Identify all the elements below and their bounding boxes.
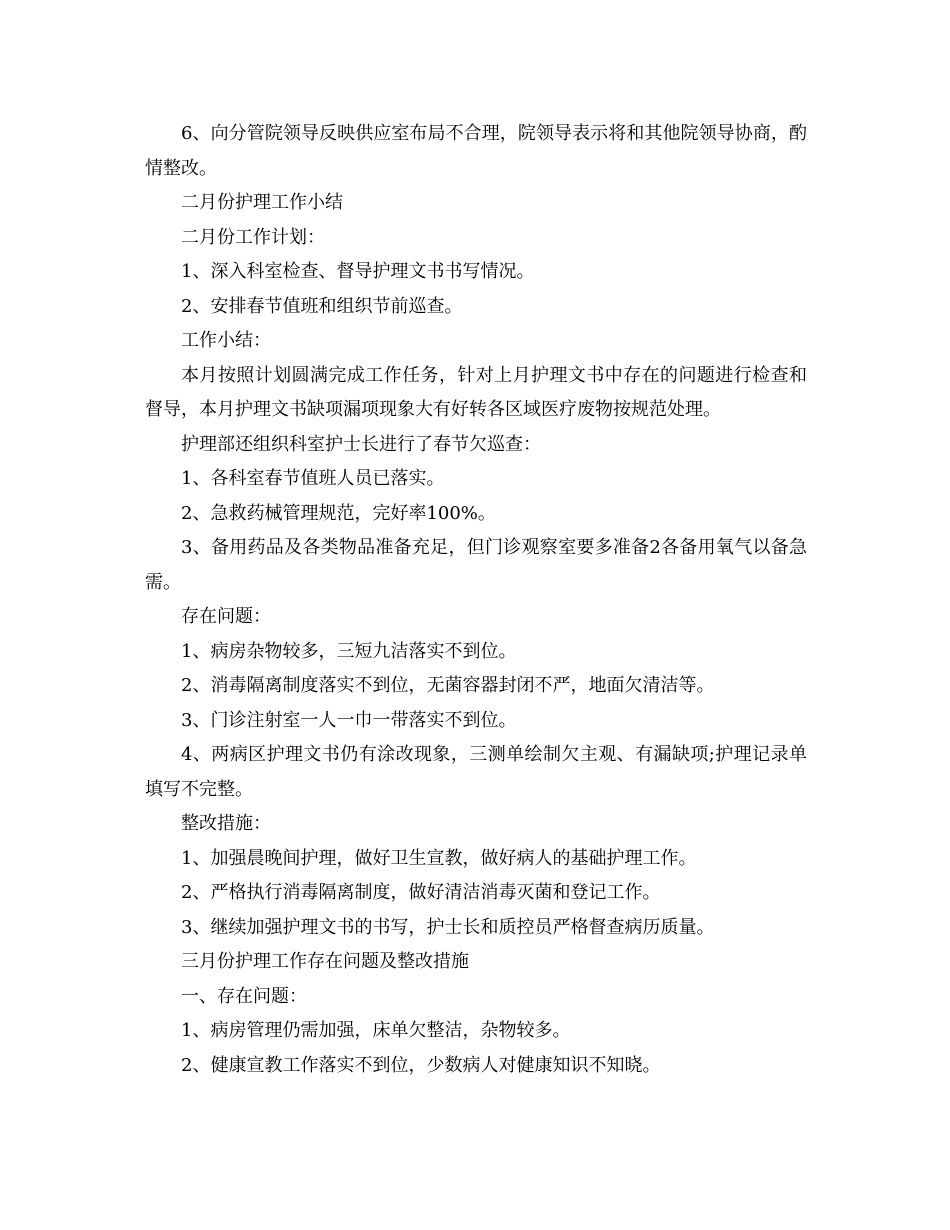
paragraph: 本月按照计划圆满完成工作任务，针对上月护理文书中存在的问题进行检查和督导，本月护理文书缺项漏项现象大有好转各区域医疗废物按规范处理。	[145, 364, 807, 420]
list-item: 3、备用药品及各类物品准备充足，但门诊观察室要多准备2各备用氧气以备急需。	[145, 537, 807, 593]
list-item: 1、病房管理仍需加强，床单欠整洁，杂物较多。	[181, 1020, 571, 1041]
document-body	[145, 117, 807, 1083]
list-item: 2、消毒隔离制度落实不到位，无菌容器封闭不严，地面欠清洁等。	[181, 675, 715, 696]
list-item: 1、加强晨晚间护理，做好卫生宣教，做好病人的基础护理工作。	[181, 847, 697, 869]
paragraph: 二月份工作计划：	[181, 226, 325, 248]
list-item: 2、安排春节值班和组织节前巡查。	[181, 295, 463, 317]
section-heading: 二月份护理工作小结	[181, 192, 343, 213]
list-item: 1、各科室春节值班人员已落实。	[181, 468, 445, 489]
list-item: 4、两病区护理文书仍有涂改现象，三测单绘制欠主观、有漏缺项;护理记录单填写不完整。	[145, 744, 807, 800]
list-item: 3、继续加强护理文书的书写，护士长和质控员严格督查病历质量。	[181, 916, 715, 938]
paragraph: 存在问题：	[181, 606, 271, 627]
section-heading: 三月份护理工作存在问题及整改措施	[181, 951, 469, 972]
list-item: 1、深入科室检查、督导护理文书书写情况。	[181, 261, 535, 282]
list-item: 3、门诊注射室一人一巾一带落实不到位。	[181, 709, 517, 731]
list-item: 1、病房杂物较多，三短九洁落实不到位。	[181, 640, 517, 662]
list-item: 2、严格执行消毒隔离制度，做好清洁消毒灭菌和登记工作。	[181, 882, 661, 903]
list-item: 2、急救药械管理规范，完好率100%。	[181, 502, 496, 524]
paragraph: 整改措施：	[181, 813, 271, 834]
list-item: 2、健康宣教工作落实不到位，少数病人对健康知识不知晓。	[181, 1054, 661, 1076]
paragraph: 6、向分管院领导反映供应室布局不合理，院领导表示将和其他院领导协商，酌情整改。	[145, 123, 807, 179]
paragraph: 工作小结：	[181, 330, 271, 351]
paragraph: 护理部还组织科室护士长进行了春节欠巡查：	[181, 433, 541, 455]
paragraph: 一、存在问题：	[181, 985, 307, 1007]
